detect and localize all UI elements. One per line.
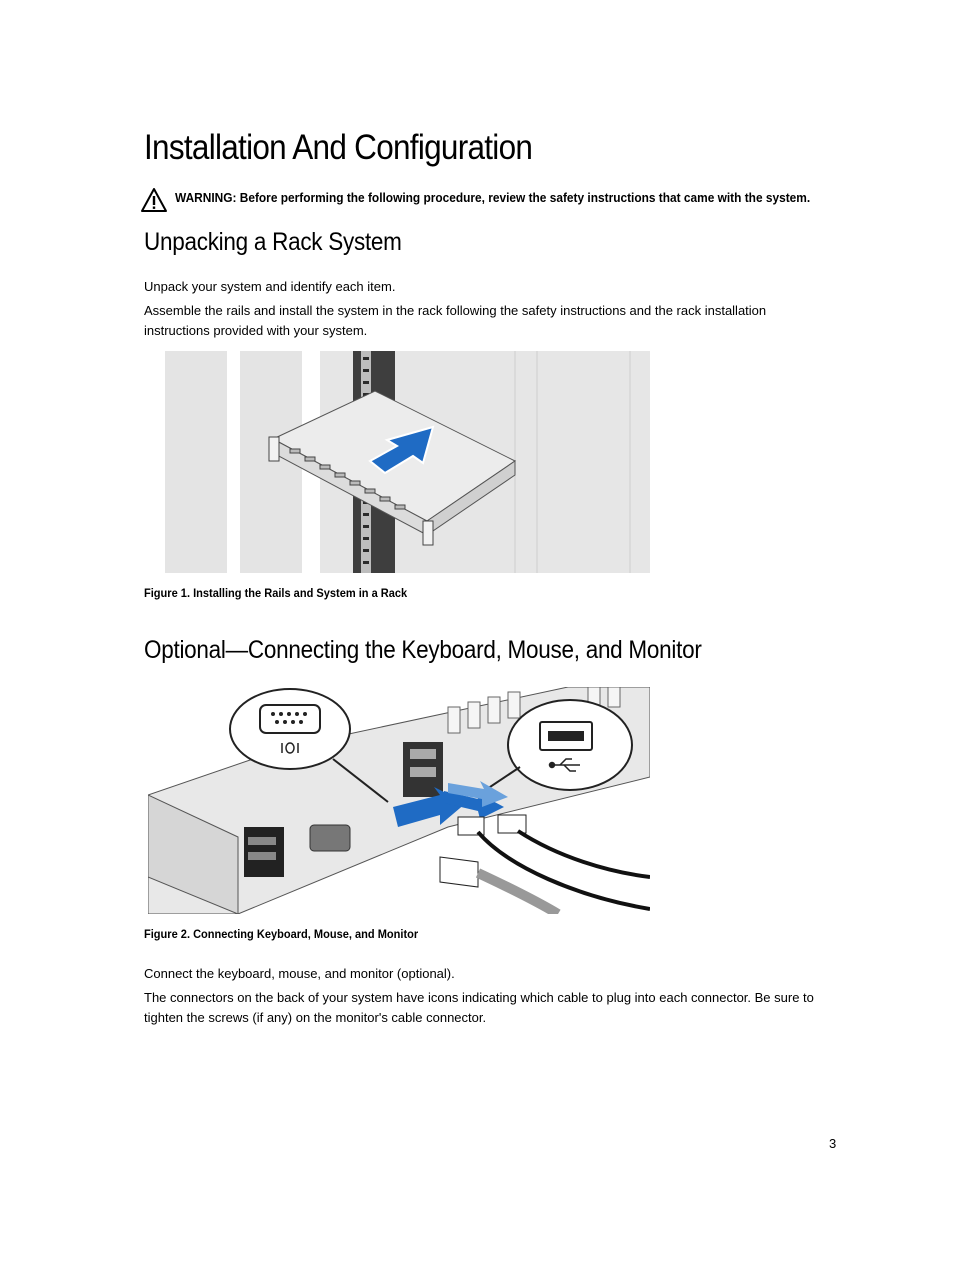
page-title: Installation And Configuration [144, 128, 533, 167]
section-heading-connecting: Optional—Connecting the Keyboard, Mouse, and Monitor [144, 636, 702, 664]
paragraph-connect: Connect the keyboard, mouse, and monitor (optional). [144, 966, 455, 981]
figure-connect-peripherals [148, 687, 650, 914]
paragraph-unpack: Unpack your system and identify each item. [144, 279, 396, 294]
page-number: 3 [829, 1136, 837, 1151]
section-heading-unpacking: Unpacking a Rack System [144, 228, 402, 256]
figure-rack-install [165, 351, 650, 573]
warning-triangle-icon [140, 187, 168, 213]
paragraph-assemble: Assemble the rails and install the system in the rack following the safety instructions and the rack installation instructions provided with your system. [144, 303, 767, 338]
figure-caption-1: Figure 1. Installing the Rails and System in a Rack [144, 586, 408, 600]
figure-caption-2: Figure 2. Connecting Keyboard, Mouse, and Monitor [144, 927, 419, 941]
paragraph-connectors: The connectors on the back of your system have icons indicating which cable to plug into each connector. Be sure to tighten the screws (if any) on the monitor's cable connector. [144, 990, 814, 1025]
warning-text: WARNING: Before performing the following procedure, review the safety instructions that came with the system. [175, 190, 811, 205]
